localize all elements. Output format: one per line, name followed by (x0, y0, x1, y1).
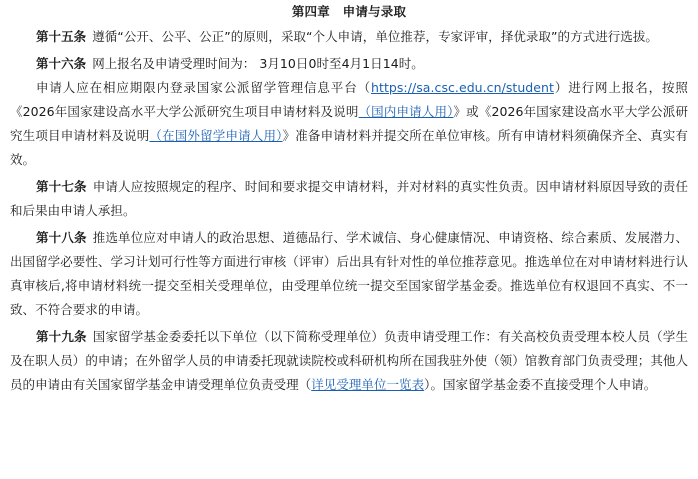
article-16-p2-text-3: 》或《2026年国家建设高水平大学公派研究生项目申请材料及说明 (10, 104, 689, 143)
chapter-title: 第四章 申请与录取 (291, 4, 407, 19)
article-18-label: 第十八条 (36, 230, 87, 245)
article-19-label: 第十九条 (36, 329, 87, 344)
article-18 (10, 226, 688, 322)
article-16-paragraph-2 (10, 76, 688, 172)
article-19 (10, 325, 688, 397)
article-15-text: 遵循“公开、公平、公正”的原则，采取“个人申请，单位推荐，专家评审，择优录取”的方式进行选拔。 (92, 29, 658, 44)
article-16-p2-text-4: 》准备申请材料并提交所在单位审核。所有申请材料须确保齐全、真实有效。 (10, 128, 688, 167)
article-18-text: 推选单位应对申请人的政治思想、道德品行、学术诚信、身心健康情况、申请资格、综合素质、发展潜力、出国留学必要性、学习计划可行性等方面进行审核（评审）后出具有针对性的单位推荐意见。推选单位在对申请材料进行认真审核后,将申请材料统一提交至相关受理单位，由受理单位统一提交至国家留学基金委。推选单位有权退回不真实、不一致、不符合要求的申请。 (10, 230, 689, 317)
article-16-p2-text-2: ）进行网上报名，按照《2026年国家建设高水平大学公派研究生项目申请材料及说明 (10, 80, 688, 119)
article-19-text-2: ）。国家留学基金委不直接受理个人申请。 (424, 377, 657, 392)
domestic-applicant-link[interactable]: （国内申请人用） (358, 104, 454, 119)
article-17-text: 申请人应按照规定的程序、时间和要求提交申请材料，并对材料的真实性负责。因申请材料原因导致的责任和后果由申请人承担。 (10, 179, 689, 218)
article-16 (10, 52, 688, 76)
article-17 (10, 175, 688, 223)
article-16-p2-text-1: 申请人应在相应期限内登录国家公派留学管理信息平台（ (36, 80, 372, 95)
article-17-label: 第十七条 (36, 179, 87, 194)
article-15-label: 第十五条 (36, 29, 87, 44)
platform-url-link[interactable]: https://sa.csc.edu.cn/student (371, 80, 554, 95)
acceptance-units-list-link[interactable]: 详见受理单位一览表 (311, 377, 425, 392)
article-16-label: 第十六条 (36, 56, 87, 71)
article-15 (10, 25, 688, 49)
overseas-applicant-link[interactable]: （在国外留学申请人用） (149, 128, 283, 143)
article-16-text: 网上报名及申请受理时间为： 3月10日0时至4月1日14时。 (92, 56, 424, 71)
article-19-text-1: 国家留学基金委委托以下单位（以下简称受理单位）负责申请受理工作：有关高校负责受理本校人员（学生及在职人员）的申请；在外留学人员的申请委托现就读院校或科研机构所在国我驻外使（领）馆教育部门负责受理；其他人员的申请由有关国家留学基金申请受理单位负责受理（ (10, 329, 689, 392)
